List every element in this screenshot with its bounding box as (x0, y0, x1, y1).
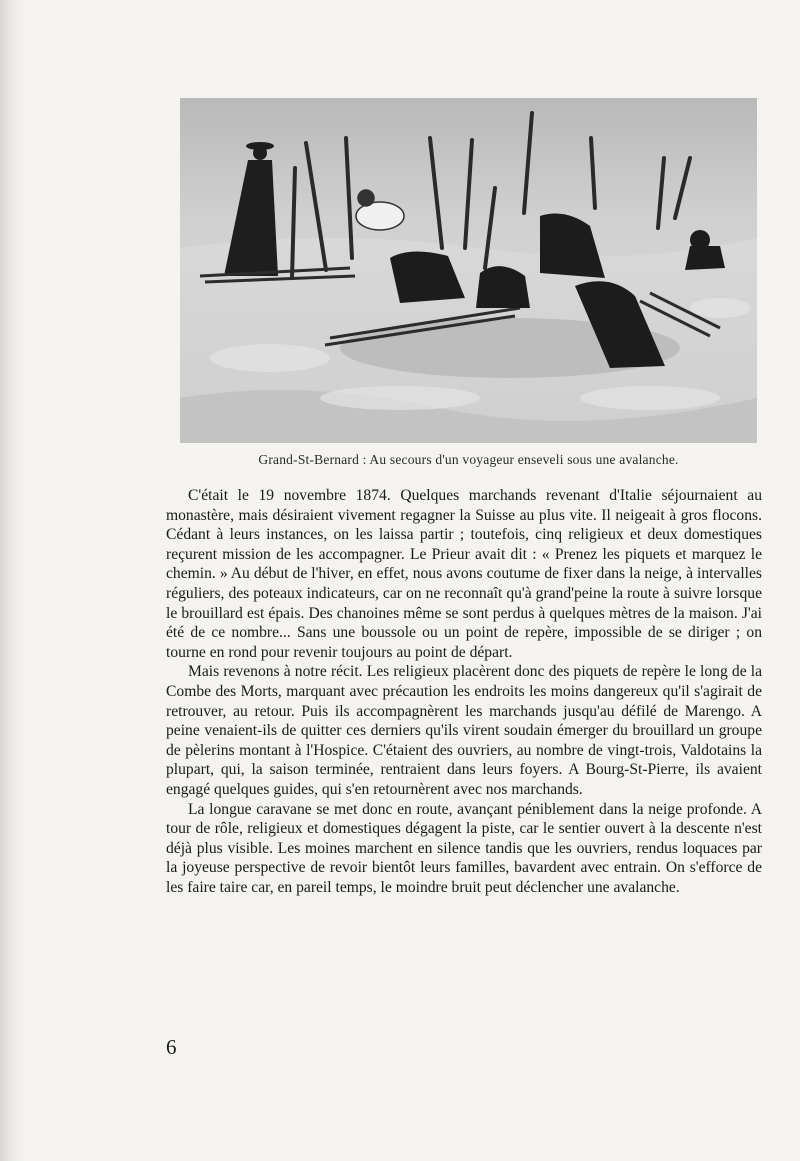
article-body (166, 486, 762, 897)
page-gutter-shadow (0, 0, 24, 1161)
photo-caption: Grand-St-Bernard : Au secours d'un voyageur enseveli sous une avalanche. (258, 452, 679, 467)
paragraph: La longue caravane se met donc en route, avançant péniblement dans la neige profonde. A tour de rôle, religieux et domestiques dégagent la piste, car le sentier ouvert à la descente n'est déjà plus visible. Les moines marchent en silence tandis que les ouvriers, rendus loquaces par la joyeuse perspective de revoir bientôt leurs familles, bavardent avec entrain. On s'efforce de les faire taire car, en pareil temps, le moindre bruit peut déclencher une avalanche. (166, 800, 762, 896)
avalanche-rescue-photo (180, 98, 757, 443)
paragraph: C'était le 19 novembre 1874. Quelques marchands revenant d'Italie séjournaient au monastère, mais désiraient vivement regagner la Suisse au plus vite. Il neigeait à gros flocons. Cédant à leurs instances, on les laissa partir ; toutefois, cinq religieux et deux domestiques reçurent mission de les accompagner. Le Prieur avait dit : « Prenez les piquets et marquez le chemin. » Au début de l'hiver, en effet, nous avons coutume de fixer dans la neige, à intervalles réguliers, des poteaux indicateurs, car on ne reconnaît qu'à grand'peine la route à suivre lorsque le brouillard est épais. Des chanoines même se sont perdus à quelques mètres de la maison. J'ai été de ce nombre... Sans une boussole ou un point de repère, impossible de se diriger ; on tourne en rond pour revenir toujours au point de départ. (166, 487, 762, 661)
page-number: 6 (166, 1035, 177, 1059)
paragraph: Mais revenons à notre récit. Les religieux placèrent donc des piquets de repère le long de la Combe des Morts, marquant avec précaution les endroits les moins dangereux qu'il s'agirait de retrouver, au retour. Puis ils accompagnèrent les marchands jusqu'au défilé de Marengo. A peine venaient-ils de quitter ces derniers qu'ils virent soudain émerger du brouillard un groupe de pèlerins montant à l'Hospice. C'étaient des ouvriers, au nombre de vingt-trois, Valdotains la plupart, qui, la saison terminée, rentraient dans leurs foyers. A Bourg-St-Pierre, ils avaient engagé quelques guides, qui s'en retournèrent avec nos marchands. (166, 663, 762, 798)
